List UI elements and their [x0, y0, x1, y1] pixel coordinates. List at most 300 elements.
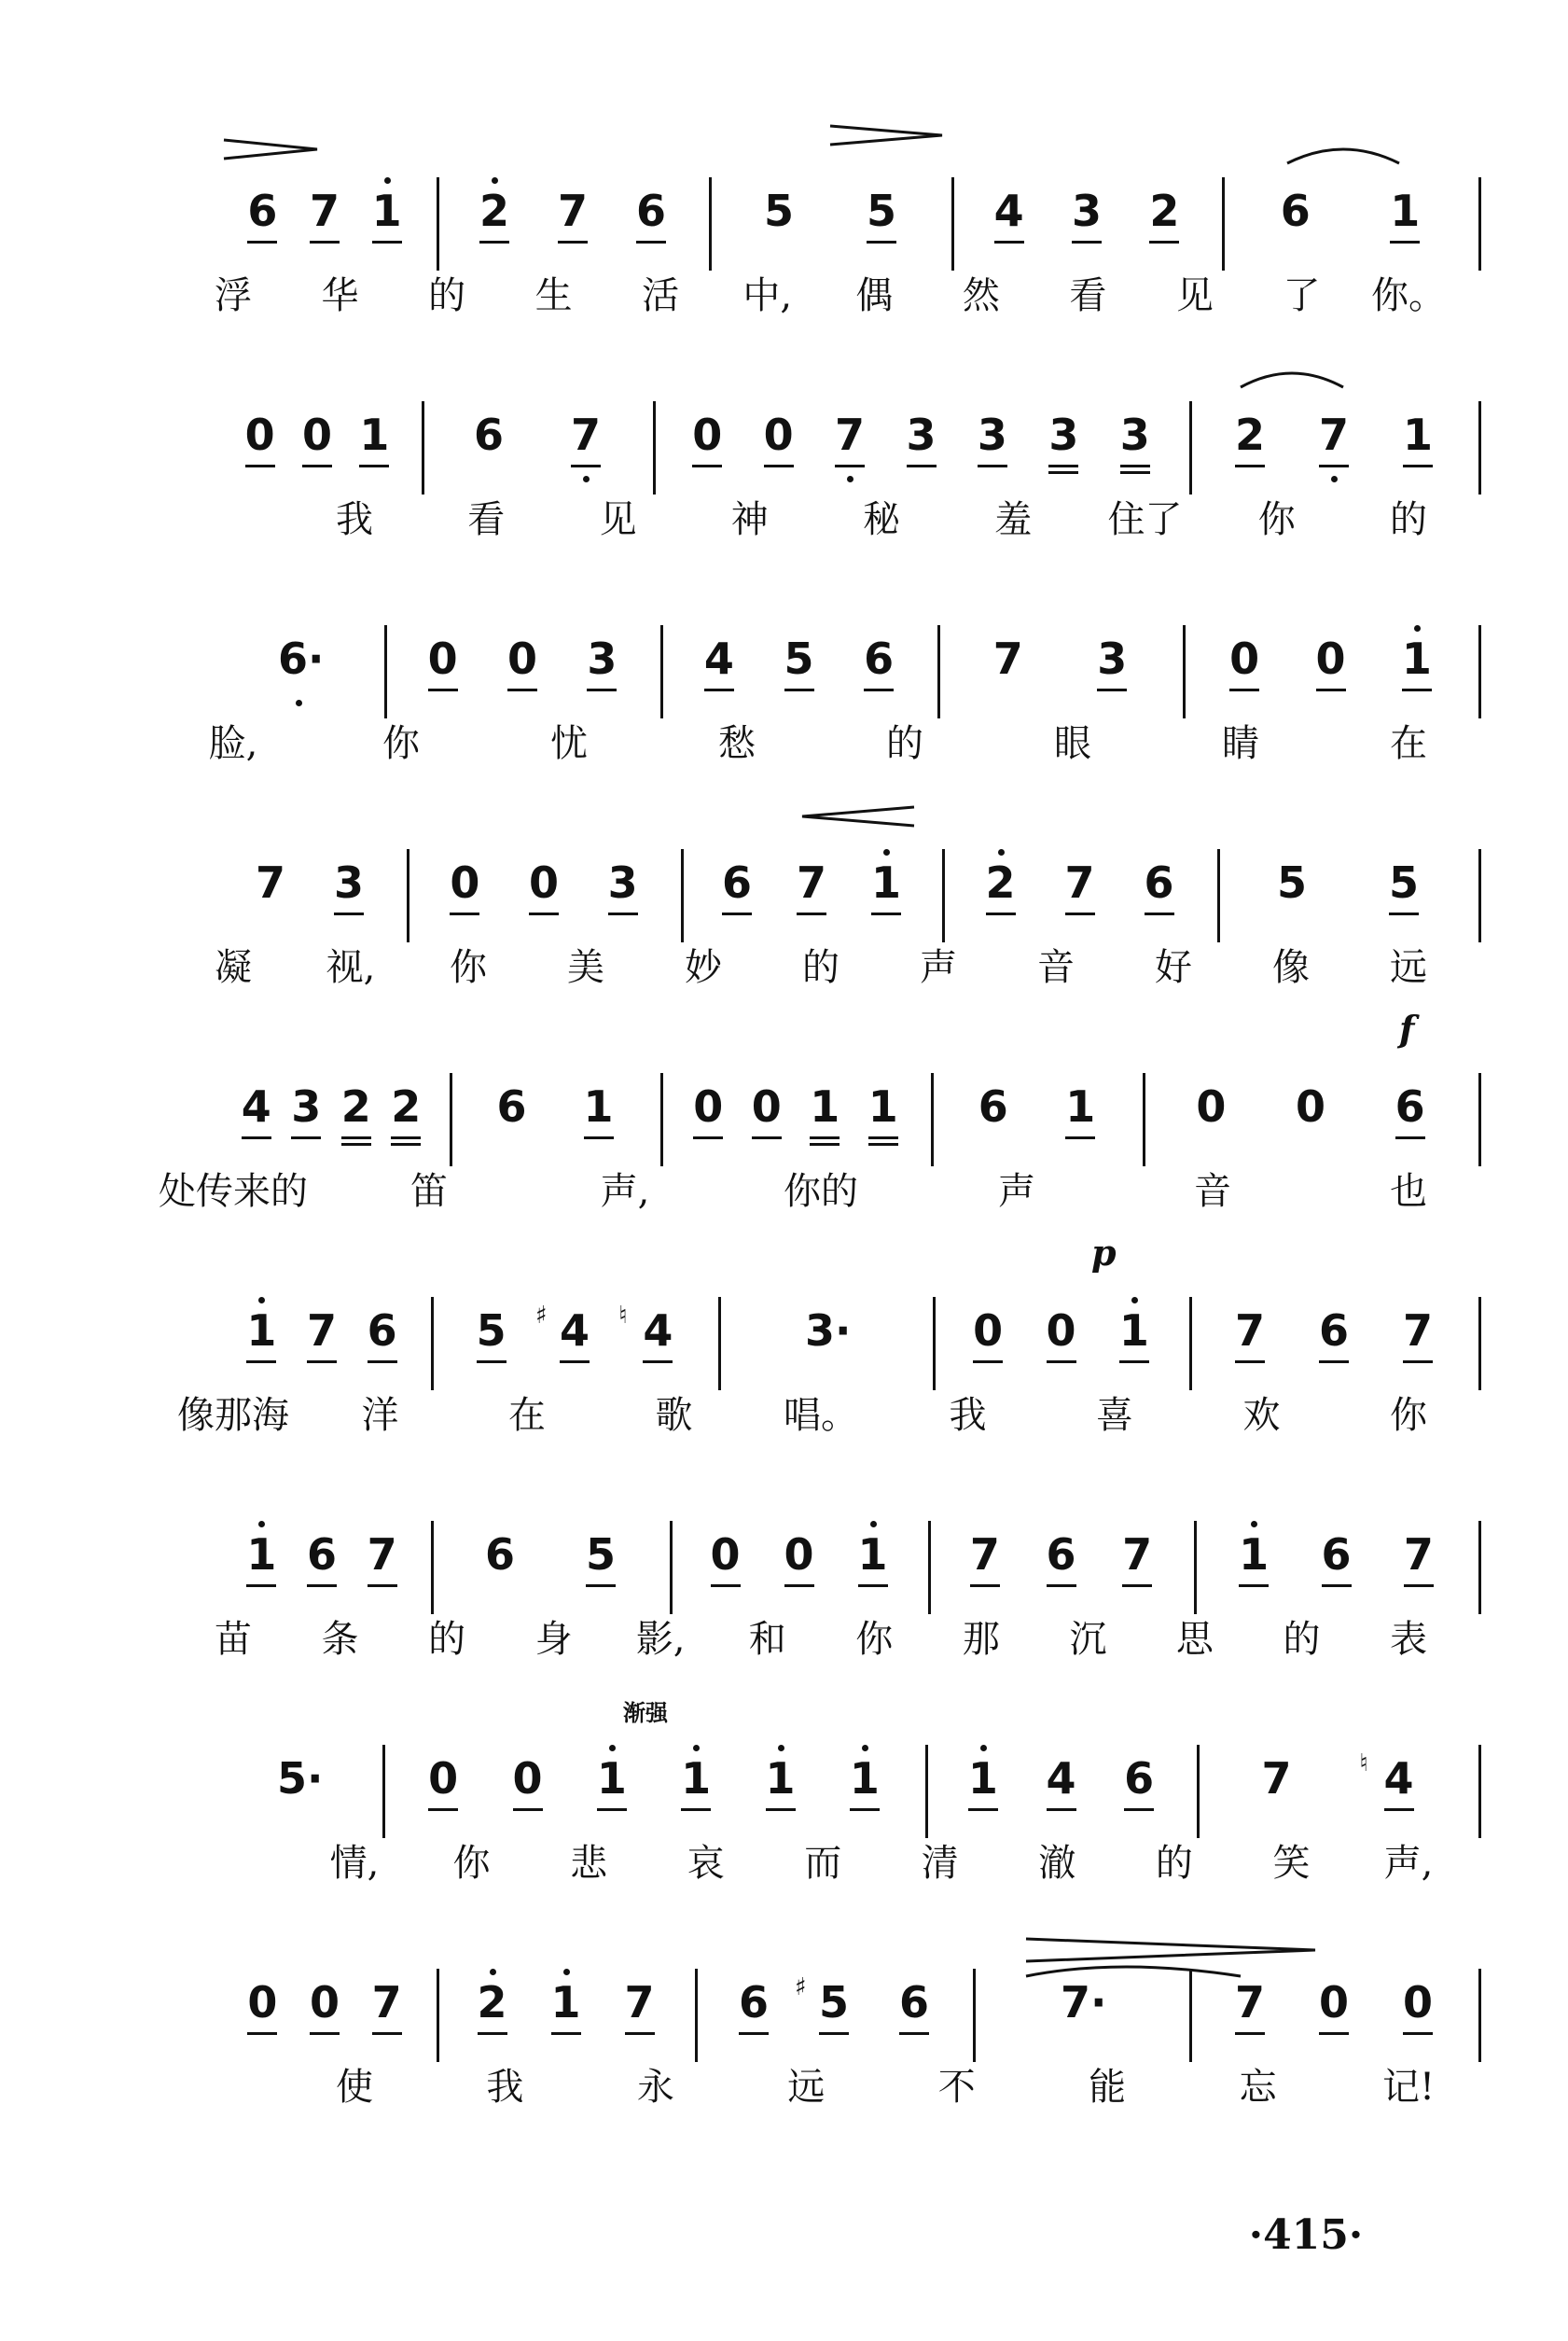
- barline: [718, 1297, 721, 1390]
- underline-beam: [584, 1136, 614, 1139]
- lyric-syllable: 声,: [600, 1170, 650, 1213]
- underline-beam: [819, 2032, 849, 2035]
- note: 4: [236, 1080, 277, 1133]
- barline: [431, 1297, 434, 1390]
- barline: [937, 625, 940, 718]
- lyric-syllable: 中,: [742, 274, 793, 317]
- lyric-syllable: 那: [962, 1618, 1000, 1661]
- underline-beam: [1319, 2032, 1349, 2035]
- note: 1: [675, 1752, 716, 1805]
- note: 6: [473, 410, 504, 460]
- underline-beam: [693, 1136, 723, 1139]
- barline: [1478, 1073, 1481, 1166]
- underline-beam: [391, 1136, 421, 1139]
- note: 3: [1091, 633, 1132, 685]
- lyric-syllable: 苗: [215, 1618, 252, 1661]
- underline-beam: [428, 689, 458, 691]
- score-line-6: [0, 1232, 1568, 1512]
- barline: [1194, 1521, 1197, 1614]
- note: 6: [894, 1976, 935, 2028]
- lyric-syllable: 处传来的: [159, 1170, 308, 1213]
- lyric-syllable: 视,: [326, 946, 376, 989]
- underline-beam: [341, 1143, 371, 1146]
- lyric-syllable: 见: [1175, 274, 1214, 317]
- note: 0: [1313, 1976, 1354, 2028]
- underline-beam: [1322, 1584, 1352, 1587]
- lyric-syllable: 华: [321, 274, 359, 317]
- note: 1: [546, 1976, 587, 2028]
- note: 7: [1313, 409, 1354, 461]
- lyric-syllable: 而: [804, 1842, 842, 1885]
- underline-beam: [1316, 689, 1346, 691]
- underline-beam: [478, 2032, 507, 2035]
- lyric-syllable: 生: [534, 274, 573, 317]
- note: 6: [1041, 1528, 1082, 1581]
- underline-beam: [246, 1360, 276, 1363]
- underline-beam: [907, 465, 937, 467]
- note: 5: [580, 1528, 621, 1581]
- underline-beam: [245, 465, 275, 467]
- underline-beam: [864, 689, 894, 691]
- lyric-syllable: 欢: [1242, 1394, 1281, 1437]
- barline: [1478, 849, 1481, 942]
- note: 5: [1383, 857, 1424, 909]
- octave-down-dot: [1331, 476, 1338, 482]
- lyric-syllable: 身: [534, 1618, 573, 1661]
- lyric-syllable: 美: [567, 946, 604, 989]
- underline-beam: [247, 2032, 277, 2035]
- underline-beam: [1229, 689, 1259, 691]
- lyric-syllable: 永: [636, 2066, 674, 2109]
- note: 0: [687, 1080, 728, 1133]
- note: 6: [362, 1304, 403, 1357]
- note: 7: [992, 634, 1023, 684]
- underline-beam: [692, 465, 722, 467]
- note: 4: [699, 633, 740, 685]
- underline-beam: [1389, 913, 1419, 915]
- underline-beam: [784, 1584, 814, 1587]
- underline-beam: [586, 1584, 616, 1587]
- lyric-syllable: 的: [428, 274, 466, 317]
- note: 7: [964, 1528, 1006, 1581]
- octave-up-dot: [693, 1745, 700, 1751]
- lyric-syllable: 条: [321, 1618, 359, 1661]
- barline: [928, 1521, 931, 1614]
- underline-beam: [752, 1136, 782, 1139]
- note: 0: [240, 409, 281, 461]
- underline-beam: [858, 1584, 888, 1587]
- lyric-syllable: 在: [508, 1394, 546, 1437]
- underline-beam: [372, 241, 402, 244]
- lyric-syllable: 远: [1390, 946, 1427, 989]
- underline-beam: [1235, 2032, 1265, 2035]
- note: 0: [1196, 1081, 1227, 1132]
- note: 1: [1233, 1528, 1274, 1581]
- lyric-syllable: 你: [1257, 498, 1296, 541]
- lyric-syllable: 你的: [784, 1170, 858, 1213]
- note: 1: [354, 409, 395, 461]
- note: 0: [687, 409, 728, 461]
- note: 1: [241, 1528, 282, 1581]
- lyric-syllable: 住了: [1107, 498, 1183, 541]
- underline-beam: [1047, 1584, 1076, 1587]
- accidental-mark: ♯: [534, 1302, 548, 1330]
- underline-beam: [507, 689, 537, 691]
- lyric-syllable: 脸,: [208, 722, 258, 765]
- note: 2: [1144, 185, 1185, 237]
- note: 5: [471, 1304, 512, 1357]
- lyric-syllable: 你: [382, 722, 420, 765]
- underline-beam: [1124, 1808, 1154, 1811]
- barline: [1189, 1297, 1192, 1390]
- note: 7: [362, 1528, 403, 1581]
- lyric-syllable: 凝: [215, 946, 252, 989]
- note: 3·: [805, 1305, 852, 1356]
- lyric-syllable: 秘: [863, 498, 900, 541]
- underline-beam: [571, 465, 601, 467]
- note: 1: [1397, 409, 1438, 461]
- lyric-syllable: 看: [467, 498, 506, 541]
- note: 7: [1117, 1528, 1158, 1581]
- accidental-mark: ♯: [794, 1973, 807, 2001]
- underline-beam: [766, 1808, 796, 1811]
- barline: [1478, 625, 1481, 718]
- note: 7: [367, 1976, 408, 2028]
- slur: [1287, 149, 1399, 163]
- underline-beam: [643, 1360, 673, 1363]
- underline-beam: [1120, 471, 1150, 474]
- octave-up-dot: [870, 1521, 877, 1527]
- barline: [422, 401, 424, 495]
- note: 3: [1066, 185, 1107, 237]
- octave-up-dot: [384, 177, 391, 184]
- note: 6: [484, 1529, 515, 1580]
- underline-beam: [973, 1360, 1003, 1363]
- barline: [942, 849, 945, 942]
- lyric-syllable: 清: [921, 1842, 959, 1885]
- note: 7: [552, 185, 593, 237]
- note: 6: [631, 185, 672, 237]
- underline-beam: [1065, 1136, 1095, 1139]
- octave-up-dot: [563, 1969, 570, 1975]
- note: 7: [255, 857, 285, 908]
- underline-beam: [1048, 465, 1078, 467]
- barline: [1197, 1745, 1200, 1838]
- dynamic-marking: p: [1091, 1232, 1117, 1274]
- note: 7: [301, 1304, 342, 1357]
- underline-beam: [307, 1360, 337, 1363]
- note: 2: [472, 1976, 513, 2028]
- underline-beam: [242, 1136, 271, 1139]
- underline-beam: [587, 689, 617, 691]
- score-line-8: [0, 1700, 1568, 1959]
- note: 6: [1316, 1528, 1357, 1581]
- note: 3: [285, 1080, 326, 1133]
- underline-beam: [1047, 1808, 1076, 1811]
- underline-beam: [334, 913, 364, 915]
- note: 1: [241, 1304, 282, 1357]
- underline-beam: [784, 689, 814, 691]
- note: 7: [1261, 1753, 1292, 1804]
- barline: [431, 1521, 434, 1614]
- lyric-syllable: 忘: [1239, 2066, 1277, 2109]
- barline: [382, 1745, 385, 1838]
- lyric-syllable: 眼: [1054, 722, 1091, 765]
- barline: [670, 1521, 673, 1614]
- score-line-4: [0, 840, 1568, 1064]
- note: 4 ♮: [637, 1304, 678, 1357]
- barline: [1478, 401, 1481, 495]
- barline: [450, 1073, 452, 1166]
- note: 0: [304, 1976, 345, 2028]
- lyric-syllable: 笑: [1272, 1842, 1311, 1885]
- lyric-syllable: 情,: [329, 1842, 380, 1885]
- lyric-syllable: 像那海: [177, 1394, 289, 1437]
- barline: [1183, 625, 1186, 718]
- underline-beam: [764, 465, 794, 467]
- note: 5: [779, 633, 820, 685]
- underline-beam: [970, 1584, 1000, 1587]
- note: 7: [829, 409, 870, 461]
- note: 4: [989, 185, 1030, 237]
- note: 5: [763, 186, 794, 236]
- note: 1: [760, 1752, 801, 1805]
- note: 6: [1139, 857, 1180, 909]
- note: 7: [565, 409, 606, 461]
- note: 7: [1060, 857, 1101, 909]
- underline-beam: [1120, 465, 1150, 467]
- lyric-syllable: 你: [855, 1618, 894, 1661]
- underline-beam: [1235, 1360, 1265, 1363]
- crescendo-text: 渐强: [623, 1700, 668, 1726]
- lyric-syllable: 的: [1283, 1618, 1321, 1661]
- underline-beam: [810, 1136, 840, 1139]
- score-line-5: [0, 1008, 1568, 1288]
- underline-beam: [310, 241, 340, 244]
- barline: [1478, 1297, 1481, 1390]
- barline: [1217, 849, 1220, 942]
- note: 1: [367, 185, 408, 237]
- note: 1: [1384, 185, 1425, 237]
- underline-beam: [968, 1808, 998, 1811]
- underline-beam: [625, 2032, 655, 2035]
- note: 4: [1041, 1752, 1082, 1805]
- underline-beam: [1390, 241, 1420, 244]
- note: 4 ♮: [1379, 1752, 1420, 1805]
- lyric-syllable: 好: [1155, 946, 1192, 989]
- barline: [1189, 401, 1192, 495]
- underline-beam: [428, 1808, 458, 1811]
- underline-beam: [722, 913, 752, 915]
- underline-beam: [341, 1136, 371, 1139]
- underline-beam: [797, 913, 826, 915]
- underline-beam: [597, 1808, 627, 1811]
- octave-down-dot: [847, 476, 853, 482]
- underline-beam: [479, 241, 509, 244]
- lyric-syllable: 我: [336, 498, 373, 541]
- lyric-syllable: 声: [998, 1170, 1035, 1213]
- lyric-syllable: 洋: [361, 1394, 399, 1437]
- octave-up-dot: [258, 1521, 265, 1527]
- note: 0: [423, 1752, 464, 1805]
- underline-beam: [560, 1360, 590, 1363]
- note: 1: [866, 857, 907, 909]
- octave-down-dot: [296, 700, 302, 706]
- barline: [681, 849, 684, 942]
- octave-up-dot: [778, 1745, 784, 1751]
- underline-beam: [513, 1808, 543, 1811]
- note: 1: [844, 1752, 885, 1805]
- note: 6: [1118, 1752, 1159, 1805]
- underline-beam: [1097, 689, 1127, 691]
- lyric-syllable: 的: [428, 1618, 466, 1661]
- barline: [1143, 1073, 1145, 1166]
- accidental-mark: ♮: [1359, 1749, 1368, 1777]
- lyric-syllable: 笛: [410, 1170, 448, 1213]
- lyric-syllable: 偶: [855, 274, 894, 317]
- lyric-syllable: 你: [452, 1842, 491, 1885]
- barline: [695, 1969, 698, 2062]
- barline: [1189, 1969, 1192, 2062]
- note: 6: [858, 633, 899, 685]
- lyric-syllable: 表: [1390, 1618, 1427, 1661]
- score-line-2: [0, 392, 1568, 616]
- octave-up-dot: [998, 849, 1005, 856]
- note: 2: [980, 857, 1021, 909]
- accent-hairpin: [224, 140, 317, 159]
- underline-beam: [835, 465, 865, 467]
- lyric-syllable: 的: [1390, 498, 1427, 541]
- underline-beam: [247, 241, 277, 244]
- lyric-syllable: 远: [787, 2066, 826, 2109]
- underline-beam: [1235, 465, 1265, 467]
- accent-hairpin: [830, 126, 942, 145]
- underline-beam: [246, 1584, 276, 1587]
- note: 0: [423, 633, 464, 685]
- underline-beam: [1403, 465, 1433, 467]
- underline-beam: [372, 2032, 402, 2035]
- score-line-1: [0, 168, 1568, 392]
- underline-beam: [1319, 1360, 1349, 1363]
- barline: [709, 177, 712, 271]
- lyric-syllable: 声,: [1383, 1842, 1434, 1885]
- note: 3: [972, 409, 1013, 461]
- octave-up-dot: [1131, 1297, 1138, 1303]
- lyric-syllable: 记!: [1381, 2066, 1436, 2109]
- underline-beam: [1402, 689, 1432, 691]
- underline-beam: [291, 1136, 321, 1139]
- underline-beam: [558, 241, 588, 244]
- barline: [1478, 1745, 1481, 1838]
- note: 2: [474, 185, 515, 237]
- underline-beam: [1072, 241, 1102, 244]
- note: 1: [578, 1080, 619, 1133]
- barline: [1478, 1969, 1481, 2062]
- octave-down-dot: [583, 476, 590, 482]
- note: 0: [1224, 633, 1265, 685]
- underline-beam: [850, 1808, 880, 1811]
- octave-up-dot: [862, 1745, 868, 1751]
- note: 3: [328, 857, 369, 909]
- underline-beam: [1319, 465, 1349, 467]
- lyric-syllable: 的: [802, 946, 840, 989]
- note: 5·: [277, 1753, 324, 1804]
- lyric-syllable: 愁: [718, 722, 756, 765]
- lyric-syllable: 然: [962, 274, 1000, 317]
- note: 6·: [278, 633, 319, 685]
- note: 0: [758, 409, 799, 461]
- underline-beam: [994, 241, 1024, 244]
- note: 7·: [1061, 1977, 1107, 2027]
- note: 1: [853, 1528, 894, 1581]
- lyric-syllable: 羞: [994, 498, 1033, 541]
- barline: [660, 1073, 663, 1166]
- note: 7: [304, 185, 345, 237]
- note: 5 ♯: [813, 1976, 854, 2028]
- underline-beam: [1395, 1136, 1425, 1139]
- lyric-syllable: 神: [730, 498, 769, 541]
- underline-beam: [368, 1360, 397, 1363]
- note: 0: [507, 1752, 548, 1805]
- lyric-syllable: 音: [1037, 946, 1075, 989]
- note: 7: [619, 1976, 660, 2028]
- note: 1: [863, 1080, 904, 1133]
- lyric-syllable: 你: [1390, 1394, 1427, 1437]
- lyric-syllable: 忧: [550, 722, 588, 765]
- lyric-syllable: 沉: [1069, 1618, 1107, 1661]
- barline: [407, 849, 409, 942]
- underline-beam: [1404, 1584, 1434, 1587]
- underline-beam: [810, 1143, 840, 1146]
- note: 6: [1280, 186, 1311, 236]
- barline: [437, 1969, 439, 2062]
- underline-beam: [1149, 241, 1179, 244]
- lyric-syllable: 影,: [635, 1618, 686, 1661]
- lyric-syllable: 和: [748, 1618, 786, 1661]
- underline-beam: [1065, 913, 1095, 915]
- barline: [653, 401, 656, 495]
- lyric-syllable: 你。: [1371, 274, 1446, 317]
- underline-beam: [1403, 1360, 1433, 1363]
- underline-beam: [391, 1143, 421, 1146]
- underline-beam: [986, 913, 1016, 915]
- lyric-syllable: 的: [1155, 1842, 1193, 1885]
- barline: [951, 177, 954, 271]
- note: 1: [1396, 633, 1437, 685]
- barline: [1222, 177, 1225, 271]
- note: 7: [791, 857, 832, 909]
- underline-beam: [307, 1584, 337, 1587]
- underline-beam: [359, 465, 389, 467]
- lyric-syllable: 喜: [1096, 1394, 1133, 1437]
- note: 3: [901, 409, 942, 461]
- underline-beam: [1384, 1808, 1414, 1811]
- note: 0: [242, 1976, 283, 2028]
- barline: [931, 1073, 934, 1166]
- underline-beam: [871, 913, 901, 915]
- note: 6: [301, 1528, 342, 1581]
- lyric-syllable: 也: [1390, 1170, 1427, 1213]
- note: 6: [978, 1081, 1008, 1132]
- lyric-syllable: 澈: [1038, 1842, 1076, 1885]
- octave-up-dot: [1251, 1521, 1257, 1527]
- lyric-syllable: 音: [1194, 1170, 1231, 1213]
- underline-beam: [867, 241, 896, 244]
- score-line-7: [0, 1512, 1568, 1735]
- underline-beam: [368, 1584, 397, 1587]
- underline-beam: [1239, 1584, 1269, 1587]
- note: 0: [444, 857, 485, 909]
